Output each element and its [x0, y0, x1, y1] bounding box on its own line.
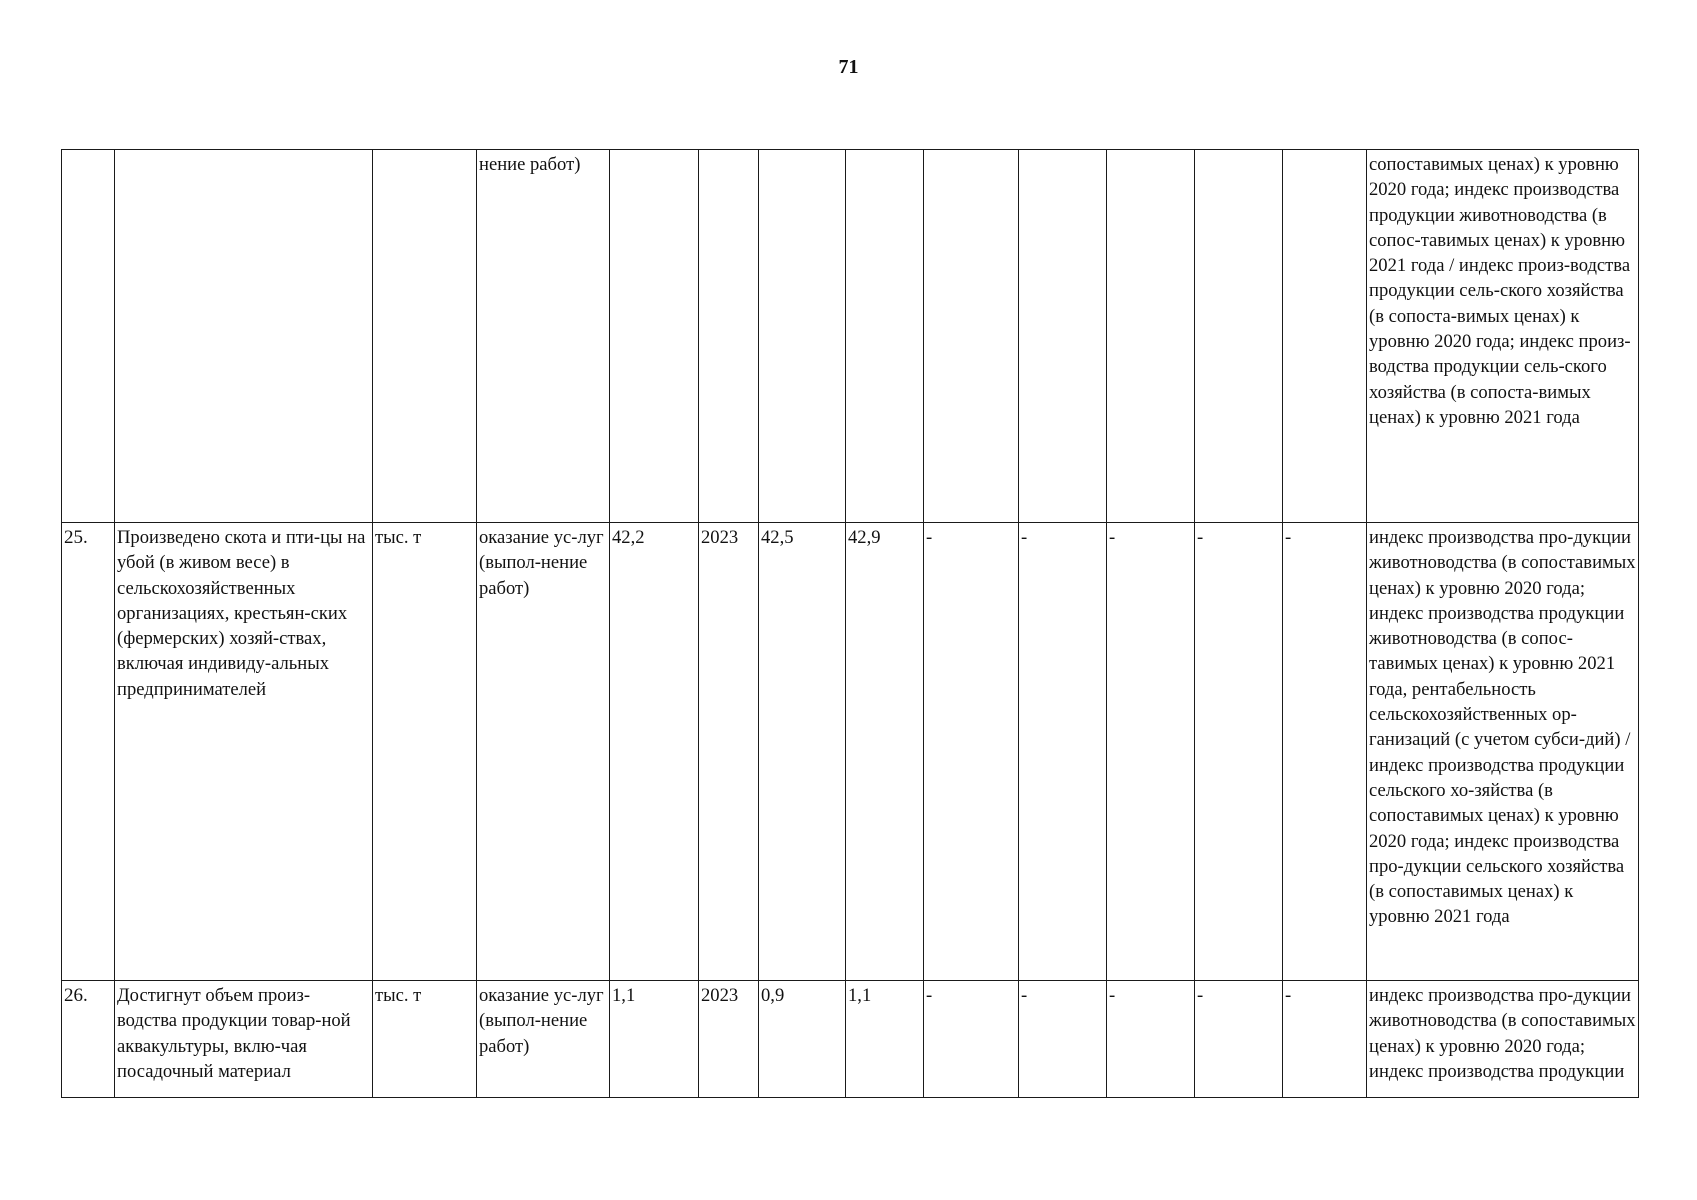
row-number: 26.: [62, 981, 115, 1098]
year-value-3: -: [924, 523, 1019, 981]
calculation-method: индекс производства про-дукции животноводства (в сопоставимых ценах) к уровню 2020 года; индекс производства продукции животноводства (в сопос-тавимых ценах) к уровню 2021 года, рентабельность сельскохозяйственных ор-ганизаций (с учетом субси-дий) / индекс производства продукции сельского хо-зяйства (в сопоставимых ценах) к уровню 2020 года; индекс производства про-дукции сельского хозяйства (в сопоставимых ценах) к уровню 2021 года: [1367, 523, 1639, 981]
year-value-1: 0,9: [759, 981, 846, 1098]
table-row: [62, 150, 1639, 523]
base-year: 2023: [699, 981, 759, 1098]
unit: тыс. т: [373, 981, 477, 1098]
table-row: [62, 523, 1639, 981]
year-value-5: -: [1107, 523, 1195, 981]
row-number: [62, 150, 115, 523]
base-value: [610, 150, 699, 523]
year-value-6: -: [1195, 981, 1283, 1098]
indicator-type: оказание ус-луг (выпол-нение работ): [477, 523, 610, 981]
year-value-7: -: [1283, 523, 1367, 981]
table-row: [62, 981, 1639, 1098]
base-value: 42,2: [610, 523, 699, 981]
indicators-table: [61, 149, 1639, 1098]
year-value-5: -: [1107, 981, 1195, 1098]
year-value-7: -: [1283, 981, 1367, 1098]
year-value-3: [924, 150, 1019, 523]
year-value-5: [1107, 150, 1195, 523]
calculation-method: сопоставимых ценах) к уровню 2020 года; индекс производства продукции животноводства (в сопос-тавимых ценах) к уровню 2021 года / индекс произ-водства продукции сель-ского хозяйства (в сопоста-вимых ценах) к уровню 2020 года; индекс произ-водства продукции сель-ского хозяйства (в сопоста-вимых ценах) к уровню 2021 года: [1367, 150, 1639, 523]
year-value-6: [1195, 150, 1283, 523]
base-year: [699, 150, 759, 523]
indicator-type: нение работ): [477, 150, 610, 523]
indicator-type: оказание ус-луг (выпол-нение работ): [477, 981, 610, 1098]
indicator-name: Достигнут объем произ-водства продукции товар-ной аквакультуры, вклю-чая посадочный материал: [115, 981, 373, 1098]
calculation-method: индекс производства про-дукции животноводства (в сопоставимых ценах) к уровню 2020 года; индекс производства продукции: [1367, 981, 1639, 1098]
year-value-2: [846, 150, 924, 523]
year-value-1: 42,5: [759, 523, 846, 981]
year-value-2: 42,9: [846, 523, 924, 981]
base-value: 1,1: [610, 981, 699, 1098]
unit: тыс. т: [373, 523, 477, 981]
year-value-1: [759, 150, 846, 523]
year-value-3: -: [924, 981, 1019, 1098]
year-value-4: -: [1019, 523, 1107, 981]
base-year: 2023: [699, 523, 759, 981]
indicator-name: Произведено скота и пти-цы на убой (в живом весе) в сельскохозяйственных организациях, крестьян-ских (фермерских) хозяй-ствах, включая индивиду-альных предпринимателей: [115, 523, 373, 981]
year-value-6: -: [1195, 523, 1283, 981]
indicator-name: [115, 150, 373, 523]
year-value-2: 1,1: [846, 981, 924, 1098]
year-value-4: [1019, 150, 1107, 523]
row-number: 25.: [62, 523, 115, 981]
unit: [373, 150, 477, 523]
year-value-7: [1283, 150, 1367, 523]
year-value-4: -: [1019, 981, 1107, 1098]
page-number: 71: [838, 56, 859, 78]
